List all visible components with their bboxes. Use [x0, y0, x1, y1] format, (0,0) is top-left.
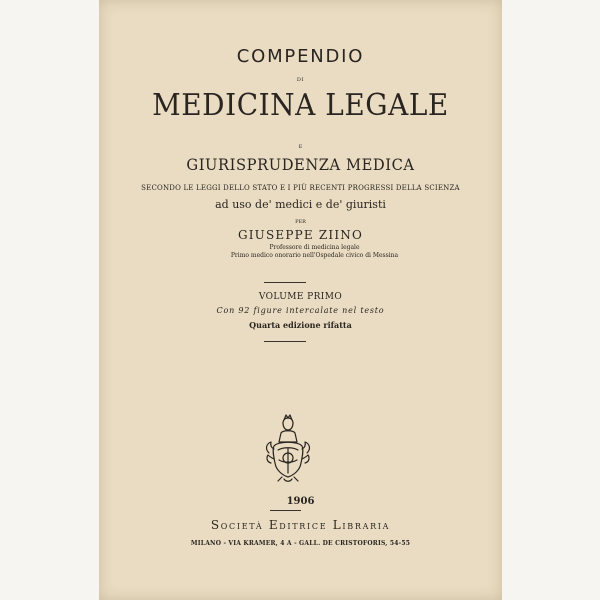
top-divider — [264, 282, 306, 283]
audience-line: ad uso de' medici e de' giuristi — [215, 198, 386, 211]
title-page — [99, 0, 502, 600]
subtitle-giurisprudenza: GIURISPRUDENZA MEDICA — [186, 155, 415, 174]
bottom-divider — [264, 341, 306, 342]
per-connector: PER — [295, 219, 306, 225]
publisher-name: Società Editrice Libraria — [210, 518, 391, 532]
year-underline — [270, 510, 301, 511]
author-role-2: Primo medico onorario nell'Ospedale civico di Messina — [230, 252, 399, 259]
di-connector: DI — [296, 77, 305, 83]
scope-line: SECONDO LE LEGGI DELLO STATO E I PIÙ RECENTI PROGRESSI DELLA SCIENZA — [141, 184, 460, 192]
edition-label: Quarta edizione rifatta — [249, 320, 352, 330]
publication-year: 1906 — [286, 496, 315, 507]
main-title: MEDICINA LEGALE — [152, 88, 449, 123]
e-connector: E — [298, 144, 303, 150]
author-name: GIUSEPPE ZIINO — [237, 228, 364, 242]
compendio-heading: COMPENDIO — [236, 46, 365, 67]
publisher-address: MILANO - VIA KRAMER, 4 A - GALL. DE CRISTOFORIS, 54-55 — [190, 540, 411, 547]
figures-note: Con 92 figure intercalate nel testo — [216, 306, 385, 315]
publisher-emblem-icon — [262, 412, 314, 484]
author-role-1: Professore di medicina legale — [269, 244, 360, 251]
volume-label: VOLUME PRIMO — [258, 292, 343, 302]
